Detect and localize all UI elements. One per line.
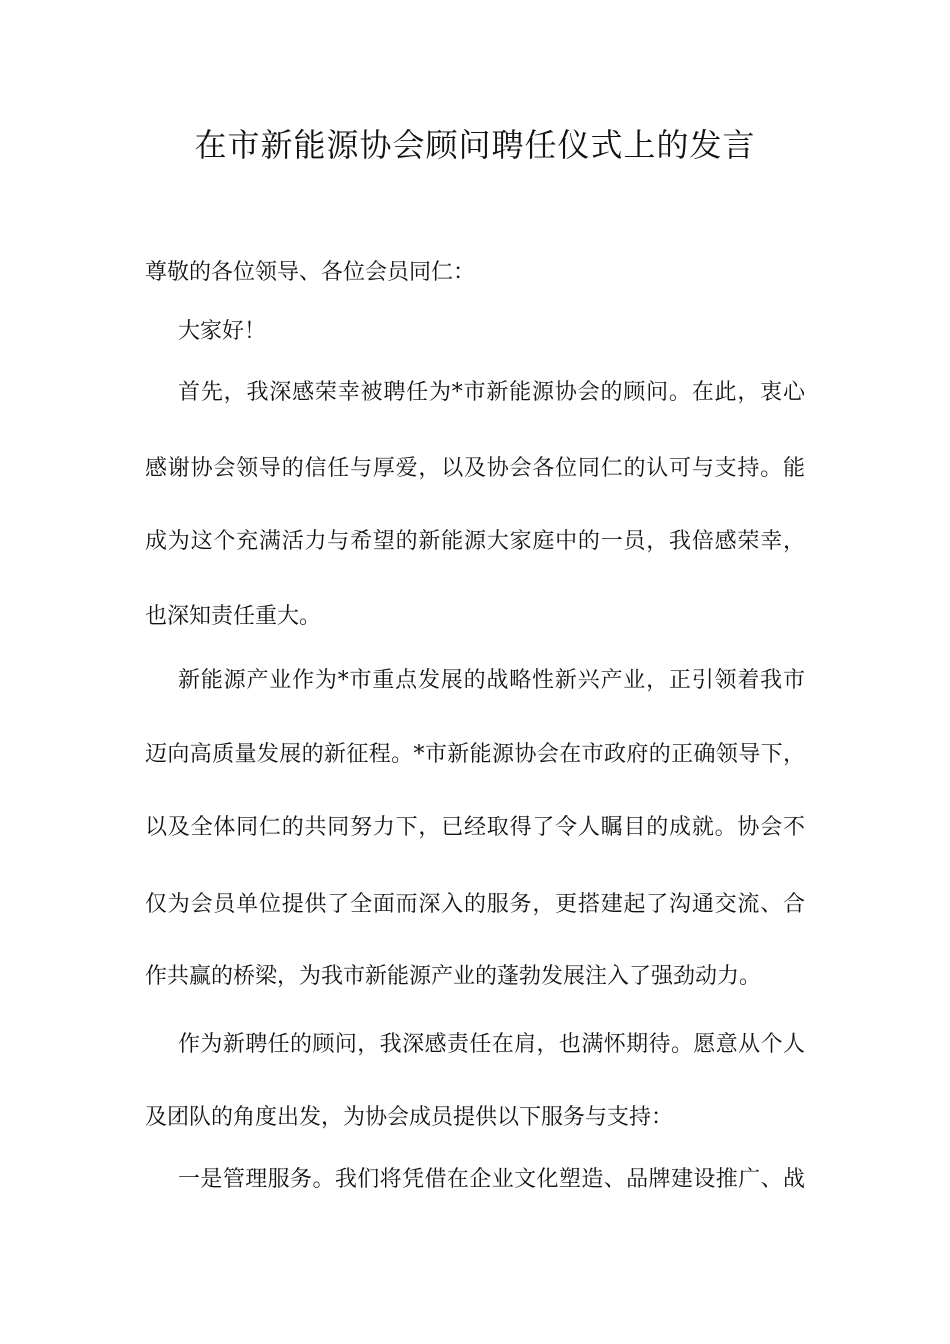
paragraph-line: 感谢协会领导的信任与厚爱，以及协会各位同仁的认可与支持。能 (145, 456, 805, 481)
paragraph-line: 及团队的角度出发，为协会成员提供以下服务与支持： (145, 1105, 674, 1130)
paragraph-line: 也深知责任重大。 (145, 604, 322, 629)
paragraph-line: 一是管理服务。我们将凭借在企业文化塑造、品牌建设推广、战 (178, 1167, 805, 1192)
paragraph-line: 仅为会员单位提供了全面而深入的服务，更搭建起了沟通交流、合 (145, 892, 805, 917)
document-title: 在市新能源协会顾问聘任仪式上的发言 (194, 126, 756, 164)
greeting: 大家好！ (178, 319, 267, 344)
paragraph-line: 新能源产业作为*市重点发展的战略性新兴产业，正引领着我市 (178, 668, 805, 693)
salutation: 尊敬的各位领导、各位会员同仁： (145, 260, 476, 285)
paragraph-line: 迈向高质量发展的新征程。*市新能源协会在市政府的正确领导下， (145, 742, 805, 767)
paragraph-line: 作共赢的桥梁，为我市新能源产业的蓬勃发展注入了强劲动力。 (145, 964, 762, 989)
paragraph-line: 作为新聘任的顾问，我深感责任在肩，也满怀期待。愿意从个人 (178, 1032, 805, 1057)
paragraph-line: 成为这个充满活力与希望的新能源大家庭中的一员，我倍感荣幸， (145, 529, 805, 554)
paragraph-line: 以及全体同仁的共同努力下，已经取得了令人瞩目的成就。协会不 (145, 815, 805, 840)
paragraph-line: 首先，我深感荣幸被聘任为*市新能源协会的顾问。在此，衷心 (178, 380, 805, 405)
